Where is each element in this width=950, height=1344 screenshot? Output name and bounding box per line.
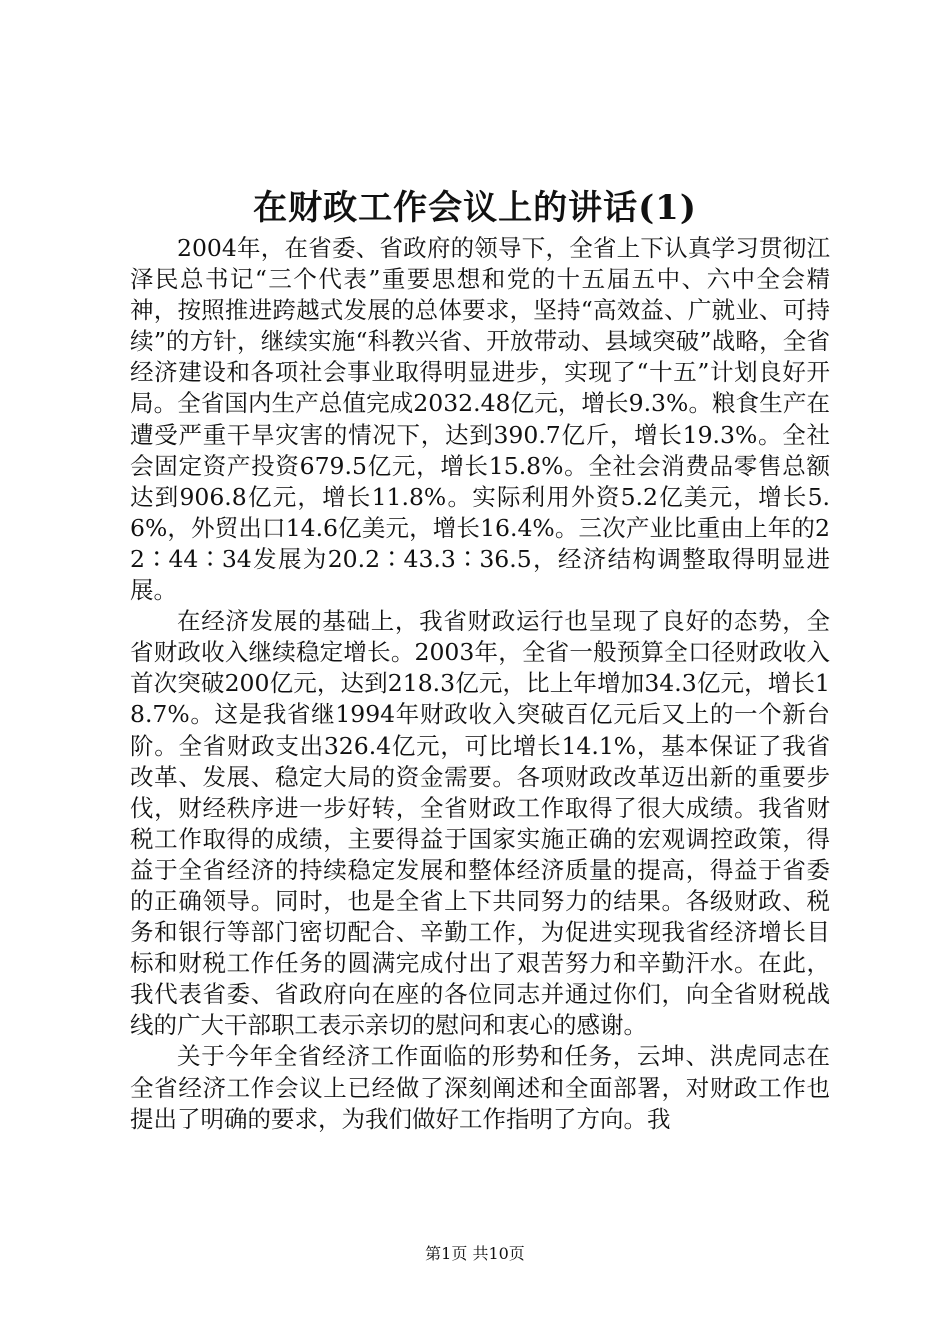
paragraph-1: 2004年，在省委、省政府的领导下，全省上下认真学习贯彻江泽民总书记“三个代表”重要思想和党的十五届五中、六中全会精神，按照推进跨越式发展的总体要求，坚持“高效益、广就业、可持续”的方针，继续实施“科教兴省、开放带动、县域突破”战略，全省经济建设和各项社会事业取得明显进步，实现了“十五”计划良好开局。全省国内生产总值完成2032.48亿元，增长9.3%。粮食生产在遭受严重干旱灾害的情况下，达到390.7亿斤，增长19.3%。全社会固定资产投资679.5亿元，增长15.8%。全社会消费品零售总额达到906.8亿元，增长11.8%。实际利用外资5.2亿美元，增长5.6%，外贸出口14.6亿美元，增长16.4%。三次产业比重由上年的22∶44∶34发展为20.2∶43.3∶36.5，经济结构调整取得明显进展。 bbox=[130, 234, 830, 605]
document-body bbox=[130, 233, 830, 1135]
paragraph-3: 关于今年全省经济工作面临的形势和任务，云坤、洪虎同志在全省经济工作会议上已经做了深刻阐述和全面部署，对财政工作也提出了明确的要求，为我们做好工作指明了方向。我 bbox=[130, 1042, 830, 1133]
paragraph-2: 在经济发展的基础上，我省财政运行也呈现了良好的态势，全省财政收入继续稳定增长。2003年，全省一般预算全口径财政收入首次突破200亿元，达到218.3亿元，比上年增加34.3亿元，增长18.7%。这是我省继1994年财政收入突破百亿元后又上的一个新台阶。全省财政支出326.4亿元，可比增长14.1%，基本保证了我省改革、发展、稳定大局的资金需要。各项财政改革迈出新的重要步伐，财经秩序进一步好转，全省财政工作取得了很大成绩。我省财税工作取得的成绩，主要得益于国家实施正确的宏观调控政策，得益于全省经济的持续稳定发展和整体经济质量的提高，得益于省委的正确领导。同时，也是全省上下共同努力的结果。各级财政、税务和银行等部门密切配合、辛勤工作，为促进实现我省经济增长目标和财税工作任务的圆满完成付出了艰苦努力和辛勤汗水。在此，我代表省委、省政府向在座的各位同志并通过你们，向全省财税战线的广大干部职工表示亲切的慰问和衷心的感谢。 bbox=[130, 607, 830, 1040]
page-footer: 第1页 共10页 bbox=[425, 1244, 525, 1263]
document-title: 在财政工作会议上的讲话(1) bbox=[253, 188, 697, 228]
